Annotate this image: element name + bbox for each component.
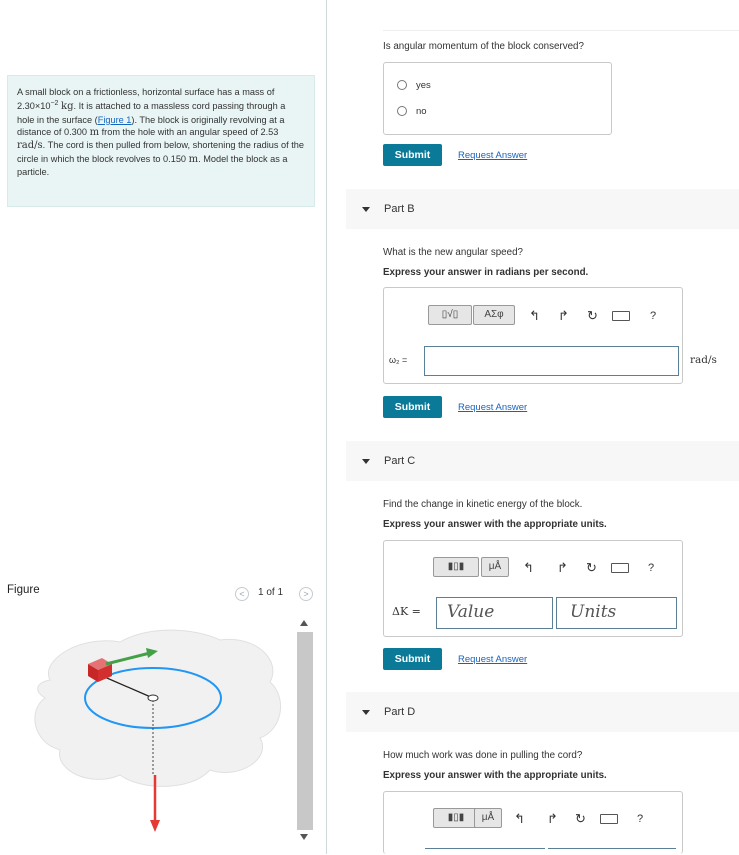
panel-divider [326, 0, 327, 854]
radio-no[interactable] [397, 106, 407, 116]
figure-illustration [20, 620, 290, 840]
undo-icon[interactable]: ↰ [529, 308, 540, 323]
part-d-instruction: Express your answer with the appropriate units. [383, 770, 607, 781]
mass-value: 2.30×10 [17, 101, 51, 112]
problem-text: from the hole with an angular speed of [99, 126, 261, 137]
part-d-question: How much work was done in pulling the cord? [383, 750, 583, 761]
value-placeholder: Value [447, 602, 495, 622]
radius2-unit: m [188, 153, 199, 165]
scroll-thumb[interactable] [297, 632, 313, 830]
greek-symbols-button[interactable]: ΑΣφ [473, 305, 515, 325]
units-placeholder: Units [570, 602, 617, 622]
part-b-question: What is the new angular speed? [383, 247, 523, 258]
speed-value: 2.53 [260, 126, 279, 137]
surface-cloud [35, 630, 281, 786]
figure-link[interactable]: Figure 1 [97, 114, 132, 125]
part-c-instruction: Express your answer with the appropriate units. [383, 519, 607, 530]
part-c-collapse-icon[interactable] [362, 459, 370, 464]
option-yes-label: yes [416, 80, 431, 91]
option-no-label: no [416, 106, 427, 117]
top-divider [383, 30, 739, 31]
redo-icon[interactable]: ↱ [558, 308, 569, 323]
part-a-question: Is angular momentum of the block conserved? [383, 41, 584, 52]
speed-unit: rad/s [17, 140, 43, 152]
omega2-input[interactable] [424, 346, 679, 376]
units-symbols-button[interactable]: μÅ [474, 808, 502, 828]
template-grid-icon: ▮▯▮ [447, 812, 465, 823]
problem-text: . Model the block as a particle. [17, 153, 288, 177]
part-c-request-answer-link[interactable]: Request Answer [458, 654, 528, 665]
sqrt-icon: ▯√▯ [441, 309, 459, 320]
distance-unit: m [89, 126, 100, 138]
mass-exponent: −2 [50, 100, 59, 108]
redo-icon[interactable]: ↱ [547, 811, 558, 826]
keyboard-icon[interactable] [612, 311, 630, 321]
previous-figure-button[interactable]: < [235, 587, 249, 601]
template-grid-icon: ▮▯▮ [447, 561, 465, 572]
part-d-title[interactable]: Part D [384, 706, 416, 718]
reset-icon[interactable]: ↻ [586, 560, 597, 575]
help-icon[interactable]: ? [650, 310, 657, 322]
delta-k-label: ΔK = [392, 605, 421, 618]
part-a-request-answer-link[interactable]: Request Answer [458, 150, 528, 161]
scroll-down-icon[interactable] [300, 834, 308, 840]
part-b-title[interactable]: Part B [384, 203, 415, 215]
part-d-collapse-icon[interactable] [362, 710, 370, 715]
part-a-options [383, 62, 612, 135]
next-figure-button[interactable]: > [299, 587, 313, 601]
part-b-request-answer-link[interactable]: Request Answer [458, 402, 528, 413]
problem-text: A small block on a frictionless, horizontal surface has a mass of [17, 87, 275, 97]
omega2-units: rad/s [690, 354, 717, 366]
part-b-collapse-icon[interactable] [362, 207, 370, 212]
part-b-instruction: Express your answer in radians per second. [383, 267, 589, 278]
undo-icon[interactable]: ↰ [523, 560, 534, 575]
omega2-label: ω₂ = [389, 355, 408, 365]
figure-pager: 1 of 1 [258, 587, 284, 598]
radius2-value: 0.150 [163, 153, 187, 164]
part-c-title[interactable]: Part C [384, 455, 416, 467]
problem-statement [7, 75, 315, 207]
distance-value: 0.300 [64, 126, 87, 137]
pull-arrowhead [150, 820, 160, 832]
part-a-submit-button[interactable]: Submit [383, 144, 442, 166]
help-icon[interactable]: ? [648, 562, 655, 574]
scroll-up-icon[interactable] [300, 620, 308, 626]
undo-icon[interactable]: ↰ [514, 811, 525, 826]
mass-unit: kg [61, 101, 74, 113]
reset-icon[interactable]: ↻ [575, 811, 586, 826]
templates-button[interactable] [433, 808, 479, 828]
problem-text: ). The block is originally revolving at a distance of [17, 114, 285, 137]
units-symbols-button[interactable]: μÅ [481, 557, 509, 577]
reset-icon[interactable]: ↻ [587, 308, 598, 323]
templates-button[interactable] [433, 557, 479, 577]
problem-text: . It is attached to a massless cord passing through a hole in the surface ( [17, 101, 286, 125]
templates-button[interactable] [428, 305, 472, 325]
part-b-submit-button[interactable]: Submit [383, 396, 442, 418]
part-c-submit-button[interactable]: Submit [383, 648, 442, 670]
part-c-question: Find the change in kinetic energy of the block. [383, 499, 583, 510]
hole [148, 695, 158, 701]
help-icon[interactable]: ? [637, 813, 644, 825]
redo-icon[interactable]: ↱ [557, 560, 568, 575]
keyboard-icon[interactable] [611, 563, 629, 573]
keyboard-icon[interactable] [600, 814, 618, 824]
problem-text: . The cord is then pulled from below, shortening the radius of the circle in which the block revolves to [17, 140, 304, 164]
figure-title: Figure [7, 584, 40, 596]
radio-yes[interactable] [397, 80, 407, 90]
